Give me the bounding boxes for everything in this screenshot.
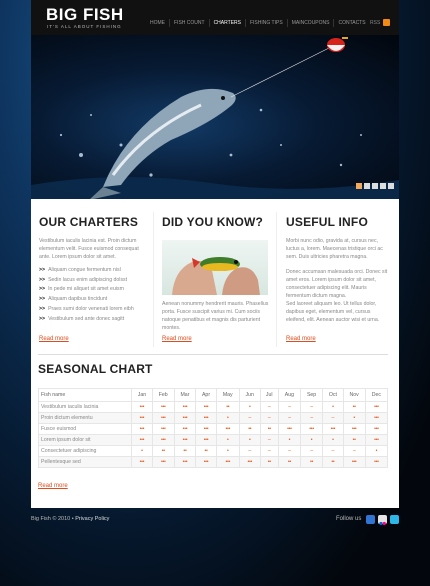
season-mark-cell: •• — [196, 446, 216, 457]
section-divider — [38, 354, 388, 355]
column-header: Mar — [174, 389, 196, 402]
slider-dot-2[interactable] — [364, 183, 370, 189]
list-item[interactable]: >> In pede mi aliquet sit amet euism — [39, 286, 124, 293]
fish-name-cell: Pellentesque sed — [39, 457, 132, 468]
column-divider — [153, 212, 154, 347]
season-mark-cell: ••• — [174, 402, 196, 413]
hero-image — [31, 35, 399, 199]
footer-copyright — [31, 516, 109, 522]
header-bar — [31, 0, 399, 35]
season-mark-cell: ••• — [365, 435, 387, 446]
season-mark-cell: ••• — [152, 413, 174, 424]
column-divider — [276, 212, 277, 347]
season-mark-cell: •• — [152, 446, 174, 457]
season-mark-cell: •• — [260, 457, 278, 468]
season-mark-cell: •• — [260, 424, 278, 435]
season-mark-cell: ••• — [174, 457, 196, 468]
season-mark-cell: •• — [343, 402, 365, 413]
column-header: Nov — [343, 389, 365, 402]
table-row — [39, 424, 388, 435]
fish-name-cell: Fusce euismod — [39, 424, 132, 435]
delicious-icon[interactable] — [366, 515, 375, 524]
season-mark-cell: ••• — [365, 402, 387, 413]
list-item[interactable]: >> Praes sumi dolor venenati lorem eibh — [39, 305, 134, 312]
fish-name-cell: Lorem ipsum dolor sit — [39, 435, 132, 446]
seasonal-read-more-link[interactable]: Read more — [38, 483, 68, 489]
column-header: Feb — [152, 389, 174, 402]
seasonal-chart-table — [38, 388, 388, 468]
seasonal-chart-body — [39, 402, 388, 468]
season-mark-cell: ••• — [132, 413, 153, 424]
season-mark-cell: ••• — [174, 413, 196, 424]
useful-heading: USEFUL INFO — [286, 215, 368, 229]
column-header: Jan — [132, 389, 153, 402]
season-mark-cell: • — [216, 435, 239, 446]
column-header: Sep — [300, 389, 322, 402]
season-mark-cell: ••• — [132, 402, 153, 413]
useful-read-more-link[interactable]: Read more — [286, 336, 316, 342]
list-item[interactable]: >> Vestibulum sed ante donec sagitt — [39, 315, 125, 322]
nav-item-maincoupons[interactable]: MAINCOUPONS — [288, 19, 335, 27]
season-mark-cell: – — [323, 446, 343, 457]
season-mark-cell: ••• — [216, 457, 239, 468]
fish-name-cell: Consectetuer adipiscing — [39, 446, 132, 457]
slider-dot-5[interactable] — [388, 183, 394, 189]
seasonal-heading: SEASONAL CHART — [38, 362, 153, 376]
column-header: Oct — [323, 389, 343, 402]
season-mark-cell: •• — [216, 402, 239, 413]
follow-us-label: Follow us — [336, 516, 362, 522]
season-mark-cell: ••• — [365, 413, 387, 424]
nav-item-fishing-tips[interactable]: FISHING TIPS — [246, 19, 288, 27]
flickr-icon[interactable] — [378, 515, 387, 524]
season-mark-cell: •• — [174, 446, 196, 457]
season-mark-cell: • — [239, 435, 260, 446]
column-header: Fish name — [39, 389, 132, 402]
didyouknow-text: Aenean nonummy hendrerit mauris. Phasellus porta. Fusce suscipit varius mi. Cum sociis natoque penatibus et magnis dis parturient montes. — [162, 301, 269, 331]
season-mark-cell: ••• — [278, 424, 300, 435]
season-mark-cell: ••• — [216, 424, 239, 435]
season-mark-cell: • — [216, 446, 239, 457]
tagline: IT'S ALL ABOUT FISHING — [47, 24, 122, 29]
logo[interactable]: BIG FISH — [46, 5, 124, 24]
season-mark-cell: ••• — [152, 457, 174, 468]
main-nav — [146, 19, 370, 27]
charters-list — [39, 266, 149, 324]
column-header: Aug — [278, 389, 300, 402]
useful-paragraph-1: Morbi nunc odio, gravida at, cursus nec, luctus a, lorem. Maecenas tristique orci ac sem. Duis ultricies pharetra magna. — [286, 238, 383, 260]
season-mark-cell: – — [278, 446, 300, 457]
season-mark-cell: ••• — [132, 435, 153, 446]
season-mark-cell: ••• — [196, 424, 216, 435]
copyright-text: Big Fish © 2010 • — [31, 516, 74, 522]
fishing-line-icon — [231, 47, 331, 97]
season-mark-cell: •• — [343, 435, 365, 446]
table-row — [39, 413, 388, 424]
table-header-row — [39, 389, 388, 402]
column-header: Jul — [260, 389, 278, 402]
charters-heading: OUR CHARTERS — [39, 215, 139, 229]
season-mark-cell: ••• — [239, 457, 260, 468]
bobber-icon — [327, 37, 348, 52]
season-mark-cell: – — [239, 413, 260, 424]
season-mark-cell: ••• — [196, 435, 216, 446]
slider-dot-1[interactable] — [356, 183, 362, 189]
column-header: Jun — [239, 389, 260, 402]
season-mark-cell: ••• — [132, 424, 153, 435]
season-mark-cell: – — [239, 446, 260, 457]
fishing-lure-image — [162, 240, 268, 295]
season-mark-cell: ••• — [300, 424, 322, 435]
twitter-icon[interactable] — [390, 515, 399, 524]
season-mark-cell: ••• — [343, 424, 365, 435]
season-mark-cell: ••• — [365, 457, 387, 468]
slider-dot-4[interactable] — [380, 183, 386, 189]
season-mark-cell: ••• — [196, 402, 216, 413]
didyouknow-read-more-link[interactable]: Read more — [162, 336, 192, 342]
season-mark-cell: ••• — [174, 424, 196, 435]
season-mark-cell: • — [343, 413, 365, 424]
charters-intro: Vestibulum iaculis lacinia est. Proin dictum elementum velit. Fusce euismod consequat ante. Lorem ipsum dolor sit amet. — [39, 238, 139, 260]
season-mark-cell: • — [239, 402, 260, 413]
season-mark-cell: ••• — [152, 435, 174, 446]
didyouknow-heading: DID YOU KNOW? — [162, 215, 264, 229]
useful-paragraph-3: Sed laoreet aliquam leo. Ut tellus dolor, dapibus eget, elementum vel, cursus eleifend, elit. Aenean auctor wisi et urna. — [286, 301, 380, 323]
season-mark-cell: ••• — [196, 457, 216, 468]
season-mark-cell: ••• — [343, 457, 365, 468]
season-mark-cell: ••• — [132, 457, 153, 468]
season-mark-cell: ••• — [152, 402, 174, 413]
season-mark-cell: – — [343, 446, 365, 457]
season-mark-cell: – — [300, 413, 322, 424]
season-mark-cell: •• — [323, 457, 343, 468]
season-mark-cell: ••• — [365, 424, 387, 435]
fish-name-cell: Proin dictum elementu — [39, 413, 132, 424]
season-mark-cell: – — [260, 435, 278, 446]
season-mark-cell: ••• — [152, 424, 174, 435]
hero-slider — [31, 35, 399, 199]
list-item[interactable]: >> Sedin lacus enim adipiscing dolsst — [39, 276, 128, 283]
nav-item-fish-count[interactable]: FISH COUNT — [170, 19, 210, 27]
column-header: Dec — [365, 389, 387, 402]
rss-label[interactable]: RSS — [370, 20, 381, 26]
season-mark-cell: • — [132, 446, 153, 457]
season-mark-cell: – — [300, 402, 322, 413]
table-row — [39, 446, 388, 457]
fish-name-cell: Vestibulum iaculis lacinia — [39, 402, 132, 413]
table-row — [39, 402, 388, 413]
season-mark-cell: ••• — [174, 435, 196, 446]
season-mark-cell: •• — [300, 457, 322, 468]
season-mark-cell: – — [260, 413, 278, 424]
season-mark-cell: •• — [278, 457, 300, 468]
table-row — [39, 457, 388, 468]
table-row — [39, 435, 388, 446]
nav-item-charters[interactable]: CHARTERS — [210, 19, 246, 27]
slider-dot-3[interactable] — [372, 183, 378, 189]
useful-paragraph-2: Donec accumsan malesuada orci. Donec sit amet eros. Lorem ipsum dolor sit amet, consectetuer adipiscing elit. Mauris fermentum dictum magna. — [286, 269, 388, 299]
season-mark-cell: • — [365, 446, 387, 457]
slider-pager — [356, 183, 394, 189]
nav-item-contacts[interactable]: CONTACTS — [338, 20, 366, 26]
season-mark-cell: • — [216, 413, 239, 424]
column-header: May — [216, 389, 239, 402]
season-mark-cell: – — [260, 446, 278, 457]
season-mark-cell: – — [278, 413, 300, 424]
list-item[interactable]: >> Aliquam dapibus tincidunt — [39, 296, 108, 303]
rss-icon[interactable] — [383, 19, 390, 26]
list-item[interactable]: >> Aliquam congue fermentum nisl — [39, 267, 121, 273]
season-mark-cell: – — [260, 402, 278, 413]
season-mark-cell: • — [323, 435, 343, 446]
season-mark-cell: – — [278, 402, 300, 413]
privacy-policy-link[interactable]: Privacy Policy — [75, 516, 110, 522]
nav-item-home[interactable]: HOME — [146, 19, 170, 27]
column-header: Apr — [196, 389, 216, 402]
season-mark-cell: – — [323, 413, 343, 424]
season-mark-cell: ••• — [323, 424, 343, 435]
season-mark-cell: • — [300, 435, 322, 446]
season-mark-cell: – — [300, 446, 322, 457]
season-mark-cell: •• — [239, 424, 260, 435]
season-mark-cell: • — [278, 435, 300, 446]
season-mark-cell: • — [323, 402, 343, 413]
season-mark-cell: ••• — [196, 413, 216, 424]
charters-read-more-link[interactable]: Read more — [39, 336, 69, 342]
